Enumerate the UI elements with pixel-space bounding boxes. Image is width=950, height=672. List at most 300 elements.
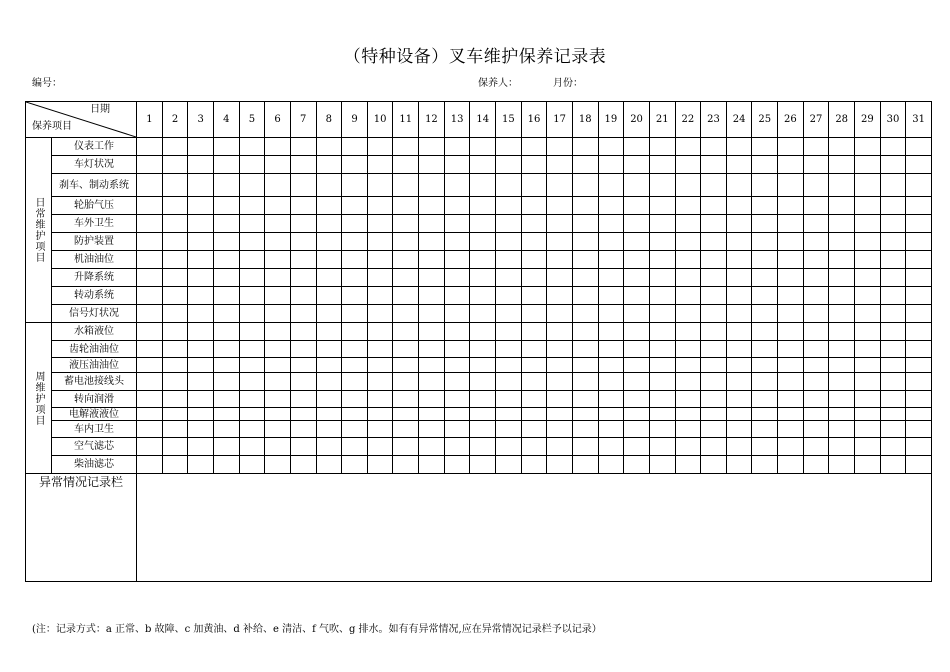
record-cell[interactable] bbox=[906, 421, 932, 438]
record-cell[interactable] bbox=[675, 421, 701, 438]
record-cell[interactable] bbox=[726, 138, 752, 156]
record-cell[interactable] bbox=[906, 408, 932, 421]
record-cell[interactable] bbox=[496, 156, 522, 174]
record-cell[interactable] bbox=[572, 269, 598, 287]
record-cell[interactable] bbox=[188, 305, 214, 323]
record-cell[interactable] bbox=[444, 138, 470, 156]
record-cell[interactable] bbox=[906, 358, 932, 373]
record-cell[interactable] bbox=[188, 391, 214, 408]
record-cell[interactable] bbox=[880, 373, 906, 391]
record-cell[interactable] bbox=[572, 421, 598, 438]
record-cell[interactable] bbox=[239, 373, 265, 391]
record-cell[interactable] bbox=[239, 269, 265, 287]
record-cell[interactable] bbox=[726, 156, 752, 174]
record-cell[interactable] bbox=[367, 138, 393, 156]
record-cell[interactable] bbox=[367, 358, 393, 373]
record-cell[interactable] bbox=[265, 456, 291, 474]
record-cell[interactable] bbox=[624, 138, 650, 156]
record-cell[interactable] bbox=[290, 251, 316, 269]
record-cell[interactable] bbox=[547, 456, 573, 474]
record-cell[interactable] bbox=[419, 174, 445, 197]
record-cell[interactable] bbox=[367, 174, 393, 197]
record-cell[interactable] bbox=[547, 156, 573, 174]
record-cell[interactable] bbox=[701, 269, 727, 287]
record-cell[interactable] bbox=[265, 373, 291, 391]
record-cell[interactable] bbox=[316, 287, 342, 305]
record-cell[interactable] bbox=[701, 233, 727, 251]
record-cell[interactable] bbox=[752, 215, 778, 233]
record-cell[interactable] bbox=[803, 438, 829, 456]
record-cell[interactable] bbox=[290, 438, 316, 456]
record-cell[interactable] bbox=[752, 341, 778, 358]
record-cell[interactable] bbox=[598, 251, 624, 269]
record-cell[interactable] bbox=[855, 438, 881, 456]
record-cell[interactable] bbox=[675, 215, 701, 233]
record-cell[interactable] bbox=[393, 373, 419, 391]
record-cell[interactable] bbox=[393, 341, 419, 358]
record-cell[interactable] bbox=[778, 358, 804, 373]
record-cell[interactable] bbox=[162, 456, 188, 474]
record-cell[interactable] bbox=[726, 305, 752, 323]
record-cell[interactable] bbox=[265, 269, 291, 287]
record-cell[interactable] bbox=[137, 269, 163, 287]
record-cell[interactable] bbox=[496, 421, 522, 438]
record-cell[interactable] bbox=[521, 174, 547, 197]
record-cell[interactable] bbox=[778, 391, 804, 408]
record-cell[interactable] bbox=[752, 156, 778, 174]
record-cell[interactable] bbox=[316, 174, 342, 197]
record-cell[interactable] bbox=[470, 456, 496, 474]
record-cell[interactable] bbox=[701, 456, 727, 474]
record-cell[interactable] bbox=[342, 391, 368, 408]
record-cell[interactable] bbox=[521, 251, 547, 269]
record-cell[interactable] bbox=[855, 197, 881, 215]
record-cell[interactable] bbox=[470, 373, 496, 391]
record-cell[interactable] bbox=[572, 391, 598, 408]
record-cell[interactable] bbox=[419, 341, 445, 358]
record-cell[interactable] bbox=[649, 456, 675, 474]
record-cell[interactable] bbox=[470, 323, 496, 341]
record-cell[interactable] bbox=[829, 456, 855, 474]
record-cell[interactable] bbox=[188, 456, 214, 474]
record-cell[interactable] bbox=[803, 156, 829, 174]
record-cell[interactable] bbox=[444, 323, 470, 341]
record-cell[interactable] bbox=[213, 391, 239, 408]
record-cell[interactable] bbox=[829, 251, 855, 269]
record-cell[interactable] bbox=[547, 215, 573, 233]
record-cell[interactable] bbox=[444, 215, 470, 233]
record-cell[interactable] bbox=[752, 391, 778, 408]
record-cell[interactable] bbox=[239, 251, 265, 269]
record-cell[interactable] bbox=[675, 323, 701, 341]
record-cell[interactable] bbox=[521, 358, 547, 373]
record-cell[interactable] bbox=[726, 421, 752, 438]
record-cell[interactable] bbox=[521, 197, 547, 215]
record-cell[interactable] bbox=[342, 269, 368, 287]
record-cell[interactable] bbox=[239, 323, 265, 341]
record-cell[interactable] bbox=[701, 174, 727, 197]
record-cell[interactable] bbox=[829, 305, 855, 323]
record-cell[interactable] bbox=[675, 287, 701, 305]
record-cell[interactable] bbox=[624, 233, 650, 251]
record-cell[interactable] bbox=[880, 233, 906, 251]
record-cell[interactable] bbox=[624, 197, 650, 215]
record-cell[interactable] bbox=[726, 391, 752, 408]
record-cell[interactable] bbox=[290, 391, 316, 408]
record-cell[interactable] bbox=[778, 323, 804, 341]
record-cell[interactable] bbox=[162, 174, 188, 197]
record-cell[interactable] bbox=[649, 174, 675, 197]
record-cell[interactable] bbox=[342, 341, 368, 358]
record-cell[interactable] bbox=[342, 438, 368, 456]
record-cell[interactable] bbox=[265, 287, 291, 305]
record-cell[interactable] bbox=[752, 174, 778, 197]
record-cell[interactable] bbox=[265, 197, 291, 215]
record-cell[interactable] bbox=[496, 174, 522, 197]
record-cell[interactable] bbox=[598, 456, 624, 474]
record-cell[interactable] bbox=[419, 373, 445, 391]
record-cell[interactable] bbox=[470, 438, 496, 456]
record-cell[interactable] bbox=[701, 305, 727, 323]
record-cell[interactable] bbox=[342, 156, 368, 174]
record-cell[interactable] bbox=[624, 215, 650, 233]
record-cell[interactable] bbox=[855, 251, 881, 269]
record-cell[interactable] bbox=[624, 456, 650, 474]
record-cell[interactable] bbox=[880, 251, 906, 269]
record-cell[interactable] bbox=[598, 287, 624, 305]
record-cell[interactable] bbox=[137, 156, 163, 174]
record-cell[interactable] bbox=[701, 156, 727, 174]
record-cell[interactable] bbox=[342, 408, 368, 421]
record-cell[interactable] bbox=[675, 269, 701, 287]
record-cell[interactable] bbox=[675, 138, 701, 156]
record-cell[interactable] bbox=[342, 215, 368, 233]
record-cell[interactable] bbox=[265, 391, 291, 408]
record-cell[interactable] bbox=[419, 269, 445, 287]
record-cell[interactable] bbox=[444, 287, 470, 305]
record-cell[interactable] bbox=[239, 138, 265, 156]
record-cell[interactable] bbox=[675, 174, 701, 197]
record-cell[interactable] bbox=[778, 138, 804, 156]
record-cell[interactable] bbox=[470, 251, 496, 269]
record-cell[interactable] bbox=[547, 391, 573, 408]
record-cell[interactable] bbox=[803, 287, 829, 305]
record-cell[interactable] bbox=[547, 421, 573, 438]
record-cell[interactable] bbox=[624, 156, 650, 174]
record-cell[interactable] bbox=[496, 287, 522, 305]
record-cell[interactable] bbox=[393, 408, 419, 421]
record-cell[interactable] bbox=[316, 341, 342, 358]
record-cell[interactable] bbox=[265, 215, 291, 233]
record-cell[interactable] bbox=[726, 215, 752, 233]
record-cell[interactable] bbox=[906, 215, 932, 233]
record-cell[interactable] bbox=[367, 408, 393, 421]
record-cell[interactable] bbox=[137, 408, 163, 421]
record-cell[interactable] bbox=[572, 233, 598, 251]
record-cell[interactable] bbox=[701, 408, 727, 421]
record-cell[interactable] bbox=[855, 456, 881, 474]
record-cell[interactable] bbox=[803, 323, 829, 341]
record-cell[interactable] bbox=[342, 197, 368, 215]
record-cell[interactable] bbox=[701, 341, 727, 358]
record-cell[interactable] bbox=[367, 421, 393, 438]
record-cell[interactable] bbox=[649, 138, 675, 156]
record-cell[interactable] bbox=[803, 197, 829, 215]
record-cell[interactable] bbox=[393, 156, 419, 174]
record-cell[interactable] bbox=[521, 373, 547, 391]
record-cell[interactable] bbox=[521, 138, 547, 156]
record-cell[interactable] bbox=[855, 341, 881, 358]
record-cell[interactable] bbox=[572, 341, 598, 358]
record-cell[interactable] bbox=[162, 287, 188, 305]
record-cell[interactable] bbox=[572, 251, 598, 269]
record-cell[interactable] bbox=[393, 438, 419, 456]
record-cell[interactable] bbox=[855, 323, 881, 341]
record-cell[interactable] bbox=[572, 215, 598, 233]
record-cell[interactable] bbox=[290, 156, 316, 174]
record-cell[interactable] bbox=[419, 156, 445, 174]
record-cell[interactable] bbox=[521, 456, 547, 474]
record-cell[interactable] bbox=[547, 197, 573, 215]
record-cell[interactable] bbox=[778, 341, 804, 358]
record-cell[interactable] bbox=[880, 408, 906, 421]
record-cell[interactable] bbox=[239, 391, 265, 408]
record-cell[interactable] bbox=[444, 421, 470, 438]
record-cell[interactable] bbox=[572, 438, 598, 456]
record-cell[interactable] bbox=[290, 456, 316, 474]
record-cell[interactable] bbox=[675, 358, 701, 373]
record-cell[interactable] bbox=[393, 305, 419, 323]
record-cell[interactable] bbox=[265, 233, 291, 251]
record-cell[interactable] bbox=[649, 156, 675, 174]
record-cell[interactable] bbox=[906, 391, 932, 408]
record-cell[interactable] bbox=[496, 251, 522, 269]
record-cell[interactable] bbox=[752, 197, 778, 215]
record-cell[interactable] bbox=[137, 373, 163, 391]
record-cell[interactable] bbox=[855, 421, 881, 438]
record-cell[interactable] bbox=[496, 438, 522, 456]
record-cell[interactable] bbox=[855, 215, 881, 233]
record-cell[interactable] bbox=[726, 456, 752, 474]
record-cell[interactable] bbox=[701, 391, 727, 408]
record-cell[interactable] bbox=[137, 358, 163, 373]
record-cell[interactable] bbox=[521, 391, 547, 408]
record-cell[interactable] bbox=[265, 358, 291, 373]
record-cell[interactable] bbox=[829, 197, 855, 215]
record-cell[interactable] bbox=[880, 156, 906, 174]
record-cell[interactable] bbox=[675, 251, 701, 269]
record-cell[interactable] bbox=[239, 341, 265, 358]
record-cell[interactable] bbox=[162, 438, 188, 456]
record-cell[interactable] bbox=[906, 456, 932, 474]
record-cell[interactable] bbox=[880, 215, 906, 233]
record-cell[interactable] bbox=[906, 305, 932, 323]
record-cell[interactable] bbox=[726, 269, 752, 287]
record-cell[interactable] bbox=[572, 373, 598, 391]
record-cell[interactable] bbox=[829, 408, 855, 421]
record-cell[interactable] bbox=[726, 438, 752, 456]
record-cell[interactable] bbox=[880, 138, 906, 156]
record-cell[interactable] bbox=[419, 438, 445, 456]
record-cell[interactable] bbox=[803, 456, 829, 474]
record-cell[interactable] bbox=[419, 233, 445, 251]
record-cell[interactable] bbox=[496, 305, 522, 323]
record-cell[interactable] bbox=[137, 233, 163, 251]
record-cell[interactable] bbox=[701, 287, 727, 305]
record-cell[interactable] bbox=[778, 421, 804, 438]
record-cell[interactable] bbox=[162, 215, 188, 233]
record-cell[interactable] bbox=[752, 287, 778, 305]
record-cell[interactable] bbox=[496, 138, 522, 156]
record-cell[interactable] bbox=[265, 438, 291, 456]
record-cell[interactable] bbox=[521, 269, 547, 287]
record-cell[interactable] bbox=[239, 358, 265, 373]
record-cell[interactable] bbox=[367, 233, 393, 251]
record-cell[interactable] bbox=[470, 269, 496, 287]
record-cell[interactable] bbox=[598, 197, 624, 215]
record-cell[interactable] bbox=[265, 305, 291, 323]
record-cell[interactable] bbox=[701, 438, 727, 456]
record-cell[interactable] bbox=[906, 373, 932, 391]
record-cell[interactable] bbox=[213, 341, 239, 358]
record-cell[interactable] bbox=[496, 358, 522, 373]
record-cell[interactable] bbox=[367, 287, 393, 305]
record-cell[interactable] bbox=[701, 251, 727, 269]
record-cell[interactable] bbox=[213, 373, 239, 391]
record-cell[interactable] bbox=[880, 197, 906, 215]
record-cell[interactable] bbox=[547, 305, 573, 323]
record-cell[interactable] bbox=[726, 358, 752, 373]
record-cell[interactable] bbox=[803, 174, 829, 197]
record-cell[interactable] bbox=[367, 269, 393, 287]
record-cell[interactable] bbox=[239, 305, 265, 323]
record-cell[interactable] bbox=[598, 138, 624, 156]
record-cell[interactable] bbox=[290, 323, 316, 341]
record-cell[interactable] bbox=[188, 174, 214, 197]
record-cell[interactable] bbox=[188, 408, 214, 421]
record-cell[interactable] bbox=[880, 305, 906, 323]
record-cell[interactable] bbox=[880, 174, 906, 197]
record-cell[interactable] bbox=[213, 323, 239, 341]
record-cell[interactable] bbox=[162, 341, 188, 358]
record-cell[interactable] bbox=[393, 233, 419, 251]
record-cell[interactable] bbox=[162, 358, 188, 373]
record-cell[interactable] bbox=[598, 373, 624, 391]
record-cell[interactable] bbox=[726, 287, 752, 305]
record-cell[interactable] bbox=[419, 323, 445, 341]
record-cell[interactable] bbox=[803, 408, 829, 421]
record-cell[interactable] bbox=[137, 323, 163, 341]
record-cell[interactable] bbox=[470, 408, 496, 421]
record-cell[interactable] bbox=[829, 138, 855, 156]
record-cell[interactable] bbox=[778, 438, 804, 456]
record-cell[interactable] bbox=[444, 373, 470, 391]
record-cell[interactable] bbox=[521, 305, 547, 323]
record-cell[interactable] bbox=[521, 156, 547, 174]
record-cell[interactable] bbox=[137, 215, 163, 233]
record-cell[interactable] bbox=[829, 421, 855, 438]
record-cell[interactable] bbox=[726, 323, 752, 341]
record-cell[interactable] bbox=[624, 421, 650, 438]
record-cell[interactable] bbox=[162, 269, 188, 287]
record-cell[interactable] bbox=[367, 197, 393, 215]
record-cell[interactable] bbox=[137, 391, 163, 408]
record-cell[interactable] bbox=[649, 251, 675, 269]
record-cell[interactable] bbox=[213, 197, 239, 215]
record-cell[interactable] bbox=[316, 305, 342, 323]
record-cell[interactable] bbox=[265, 421, 291, 438]
record-cell[interactable] bbox=[726, 174, 752, 197]
record-cell[interactable] bbox=[419, 391, 445, 408]
record-cell[interactable] bbox=[829, 233, 855, 251]
record-cell[interactable] bbox=[906, 323, 932, 341]
record-cell[interactable] bbox=[239, 156, 265, 174]
record-cell[interactable] bbox=[649, 341, 675, 358]
record-cell[interactable] bbox=[675, 456, 701, 474]
record-cell[interactable] bbox=[521, 233, 547, 251]
record-cell[interactable] bbox=[342, 251, 368, 269]
record-cell[interactable] bbox=[624, 305, 650, 323]
record-cell[interactable] bbox=[316, 358, 342, 373]
record-cell[interactable] bbox=[880, 391, 906, 408]
record-cell[interactable] bbox=[162, 197, 188, 215]
record-cell[interactable] bbox=[316, 373, 342, 391]
record-cell[interactable] bbox=[572, 323, 598, 341]
record-cell[interactable] bbox=[393, 215, 419, 233]
record-cell[interactable] bbox=[906, 197, 932, 215]
record-cell[interactable] bbox=[316, 215, 342, 233]
record-cell[interactable] bbox=[290, 421, 316, 438]
record-cell[interactable] bbox=[290, 408, 316, 421]
record-cell[interactable] bbox=[752, 305, 778, 323]
record-cell[interactable] bbox=[162, 408, 188, 421]
record-cell[interactable] bbox=[419, 251, 445, 269]
record-cell[interactable] bbox=[367, 341, 393, 358]
record-cell[interactable] bbox=[829, 269, 855, 287]
record-cell[interactable] bbox=[880, 341, 906, 358]
record-cell[interactable] bbox=[419, 287, 445, 305]
record-cell[interactable] bbox=[778, 287, 804, 305]
record-cell[interactable] bbox=[496, 323, 522, 341]
record-cell[interactable] bbox=[137, 138, 163, 156]
record-cell[interactable] bbox=[470, 156, 496, 174]
record-cell[interactable] bbox=[239, 438, 265, 456]
record-cell[interactable] bbox=[213, 156, 239, 174]
record-cell[interactable] bbox=[342, 287, 368, 305]
record-cell[interactable] bbox=[444, 251, 470, 269]
record-cell[interactable] bbox=[829, 373, 855, 391]
record-cell[interactable] bbox=[316, 138, 342, 156]
record-cell[interactable] bbox=[367, 373, 393, 391]
record-cell[interactable] bbox=[162, 373, 188, 391]
record-cell[interactable] bbox=[496, 215, 522, 233]
record-cell[interactable] bbox=[855, 391, 881, 408]
record-cell[interactable] bbox=[547, 233, 573, 251]
record-cell[interactable] bbox=[855, 156, 881, 174]
record-cell[interactable] bbox=[572, 156, 598, 174]
record-cell[interactable] bbox=[367, 156, 393, 174]
record-cell[interactable] bbox=[444, 438, 470, 456]
record-cell[interactable] bbox=[572, 287, 598, 305]
record-cell[interactable] bbox=[880, 438, 906, 456]
record-cell[interactable] bbox=[290, 197, 316, 215]
record-cell[interactable] bbox=[829, 174, 855, 197]
record-cell[interactable] bbox=[778, 251, 804, 269]
record-cell[interactable] bbox=[701, 138, 727, 156]
record-cell[interactable] bbox=[342, 233, 368, 251]
record-cell[interactable] bbox=[213, 138, 239, 156]
record-cell[interactable] bbox=[547, 251, 573, 269]
